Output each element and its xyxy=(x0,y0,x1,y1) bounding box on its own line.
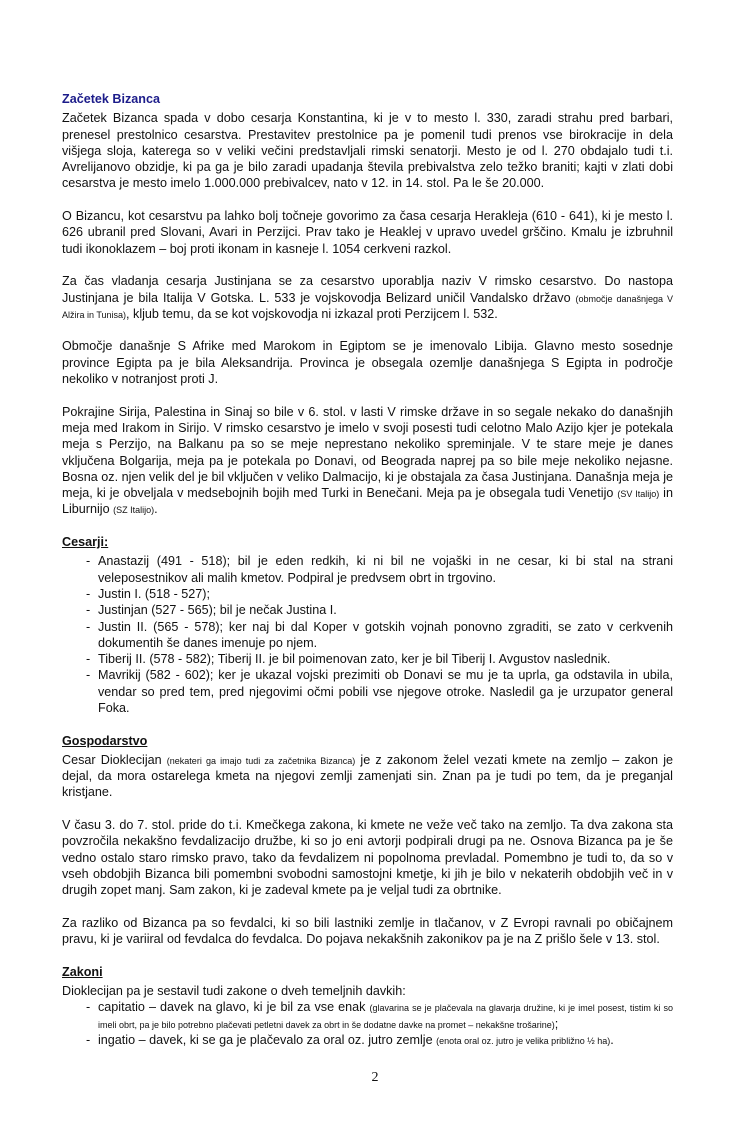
list-item xyxy=(62,999,673,1032)
text: in Liburnijo xyxy=(62,486,673,517)
note: (SV Italijo) xyxy=(617,489,660,500)
list-item: - Justin II. (565 - 578); ker naj bi dal Koper v gotskih vojnah ponovno zgraditi, se zato v cerkvenih dokumentih še danes imenuje po njem. xyxy=(62,619,673,652)
text: , kljub temu, da se kot vojskovodja ni izkazal proti Perzijcem l. 532. xyxy=(126,306,498,321)
paragraph: Začetek Bizanca spada v dobo cesarja Konstantina, ki je v to mesto l. 330, zaradi strahu pred barbari, prenesel prestolnico cesarstva. Prestavitev prestolnice pa je pomenil tudi prenos vse birokracije in dela višjega sloja, katerega so v veliki večini predstavljali rimski senatorji. Mesto je od l. 270 obdajalo tudi t.i. Avrelijanovo obzidje, ki pa ga je bilo zaradi upadanja števila prebivalstva zelo težko braniti; kajti v zlati dobi cesarstva je mesto imelo 1.000.000 prebivalcev, nato v 12. in 14. stol. Pa le še 20.000. xyxy=(62,111,673,191)
text: Za čas vladanja cesarja Justinjana se za cesarstvo uporablja naziv V rimsko cesarstvo. Do nastopa Justinjana je bila Italija V Gotska. L. 533 je vojskovodja Belizard uničil Vandalsko državo xyxy=(62,274,673,305)
list-item: - Justinjan (527 - 565); bil je nečak Justina I. xyxy=(62,602,673,618)
list-item xyxy=(62,1032,673,1048)
note: (območje današnjega V Alžira in Tunisa) xyxy=(62,293,674,320)
list-item: - Tiberij II. (578 - 582); Tiberij II. je bil poimenovan zato, ker je bil Tiberij I. Avgustov naslednik. xyxy=(62,651,673,667)
emperor-list xyxy=(62,553,673,716)
list-item: - Anastazij (491 - 518); bil je eden redkih, ki ni bil ne vojaški in ne cesar, ki bi stal na strani veleposestnikov ali malih kmetov. Podpiral je predvsem obrt in trgovino. xyxy=(62,553,673,586)
heading-zakoni: Zakoni xyxy=(62,964,103,979)
paragraph: V času 3. do 7. stol. pride do t.i. Kmečkega zakona, ki kmete ne veže več tako na zemljo. Ta dva zakona sta povzročila nekakšno fevdalizacijo družbe, ki so jo eni avtorji podpirali drugi pa ne. Osnova Bizanca pa je še vedno ostalo staro rimsko pravo, tako da fevdalizem ni popolnoma prevladal. Pomembno je tudi to, da so v vseh obdobjih Bizanca bili pomembni svobodni samostojni kmetje, ki jih je bilo v nekaterih obdobjih več in v drugih zopet manj. Sam zakon, ki je zadeval kmete pa je veljal tudi za obrtnike. xyxy=(62,818,673,898)
note: (nekateri ga imajo tudi za začetnika Bizanca) xyxy=(166,755,356,766)
text: Pokrajine Sirija, Palestina in Sinaj so bile v 6. stol. v lasti V rimske države in so segale nekako do današnjih meja med Irakom in Sirijo. V rimsko cesarstvo je imelo v svoji posesti tudi celotno Malo Azijo kjer je potekala meja s Perzijo, na Balkanu pa so se meje neprestano nekoliko spreminjale. V te stare meje je danes vključena Bolgarija, meja pa je potekala po Donavi, od Beograda naprej pa so bile meje nekoliko nejasne. Bosna oz. njen velik del je bil vključen v veliko Dalmacijo, ki je obstajala za časa Justinjana. Današnja meja je meja, ki je obveljala v medsebojnih bojih med Turki in Benečani. Meja pa je obsegala tudi Venetijo xyxy=(62,404,673,501)
note: (SZ Italijo) xyxy=(113,505,155,516)
paragraph: Za razliko od Bizanca pa so fevdalci, ki so bili lastniki zemlje in tlačanov, v Z Evropi ravnali po običajnem pravu, ki je variiral od fevdalca do fevdalca. Do pojava nekakšnih zakonikov pa je na Z prišlo šele v 13. stol. xyxy=(62,915,673,947)
text: . xyxy=(610,1032,614,1047)
list-item: - Mavrikij (582 - 602); ker je ukazal vojski prezimiti ob Donavi se mu je ta uprla, ga odstavila in ubila, vendar so pred tem, pred njegovimi očmi pobili vse njegove otroke. Nasledil ga je urzupator general Foka. xyxy=(62,667,673,716)
text: Cesar Dioklecijan xyxy=(62,752,167,767)
paragraph xyxy=(62,404,673,518)
page-number: 2 xyxy=(371,1069,379,1085)
note: (enota oral oz. jutro je velika približno ½ ha) xyxy=(436,1035,611,1046)
note: (glavarina se je plačevala na glavarja družine, ki je imel posest, tistim ki so imeli obrt, pa je bilo potrebno plačevati petletni davek za obrt in še dodatne davke na promet – nekakšne trošarine) xyxy=(98,1003,673,1030)
paragraph: O Bizancu, kot cesarstvu pa lahko bolj točneje govorimo za časa cesarja Herakleja (610 - 641), ki je mesto l. 626 ubranil pred Slovani, Avari in Perzijci. Prav tako je Heaklej v upravo uvedel grščino. Kmalu je izbruhnil tudi ikonoklazem – boj proti ikonam in kasneje l. 1054 cerkveni razkol. xyxy=(62,209,673,256)
section-title: Začetek Bizanca xyxy=(62,92,161,106)
tax-list xyxy=(62,999,673,1048)
text: ; xyxy=(554,1016,559,1031)
text: je z zakonom želel vezati kmete na zemljo – zakon je dejal, da mora ostarelega kmeta na njegovi zemlji zamenjati sin. Znan pa je tudi po tem, da je preganjal kristjane. xyxy=(62,752,674,800)
heading-gospodarstvo: Gospodarstvo xyxy=(62,733,148,748)
paragraph xyxy=(62,273,673,322)
list-item: - Justin I. (518 - 527); xyxy=(62,586,673,602)
paragraph: Območje današnje S Afrike med Marokom in Egiptom se je imenovalo Libija. Glavno mesto sosednje province Egipta pa je bila Aleksandrija. Provinca je obsegala ozemlje današnjega S Egipta in področje nekoliko v notranjost proti J. xyxy=(62,339,673,387)
document-page xyxy=(62,91,673,1048)
text: capitatio – davek na glavo, ki je bil za vse enak xyxy=(98,1000,370,1015)
heading-cesarji: Cesarji: xyxy=(62,535,109,550)
text: ingatio – davek, ki se ga je plačevalo za oral oz. jutro zemlje xyxy=(98,1032,437,1047)
paragraph xyxy=(62,752,673,801)
paragraph: Dioklecijan pa je sestavil tudi zakone o dveh temeljnih davkih: xyxy=(62,984,406,999)
text: . xyxy=(154,502,158,517)
